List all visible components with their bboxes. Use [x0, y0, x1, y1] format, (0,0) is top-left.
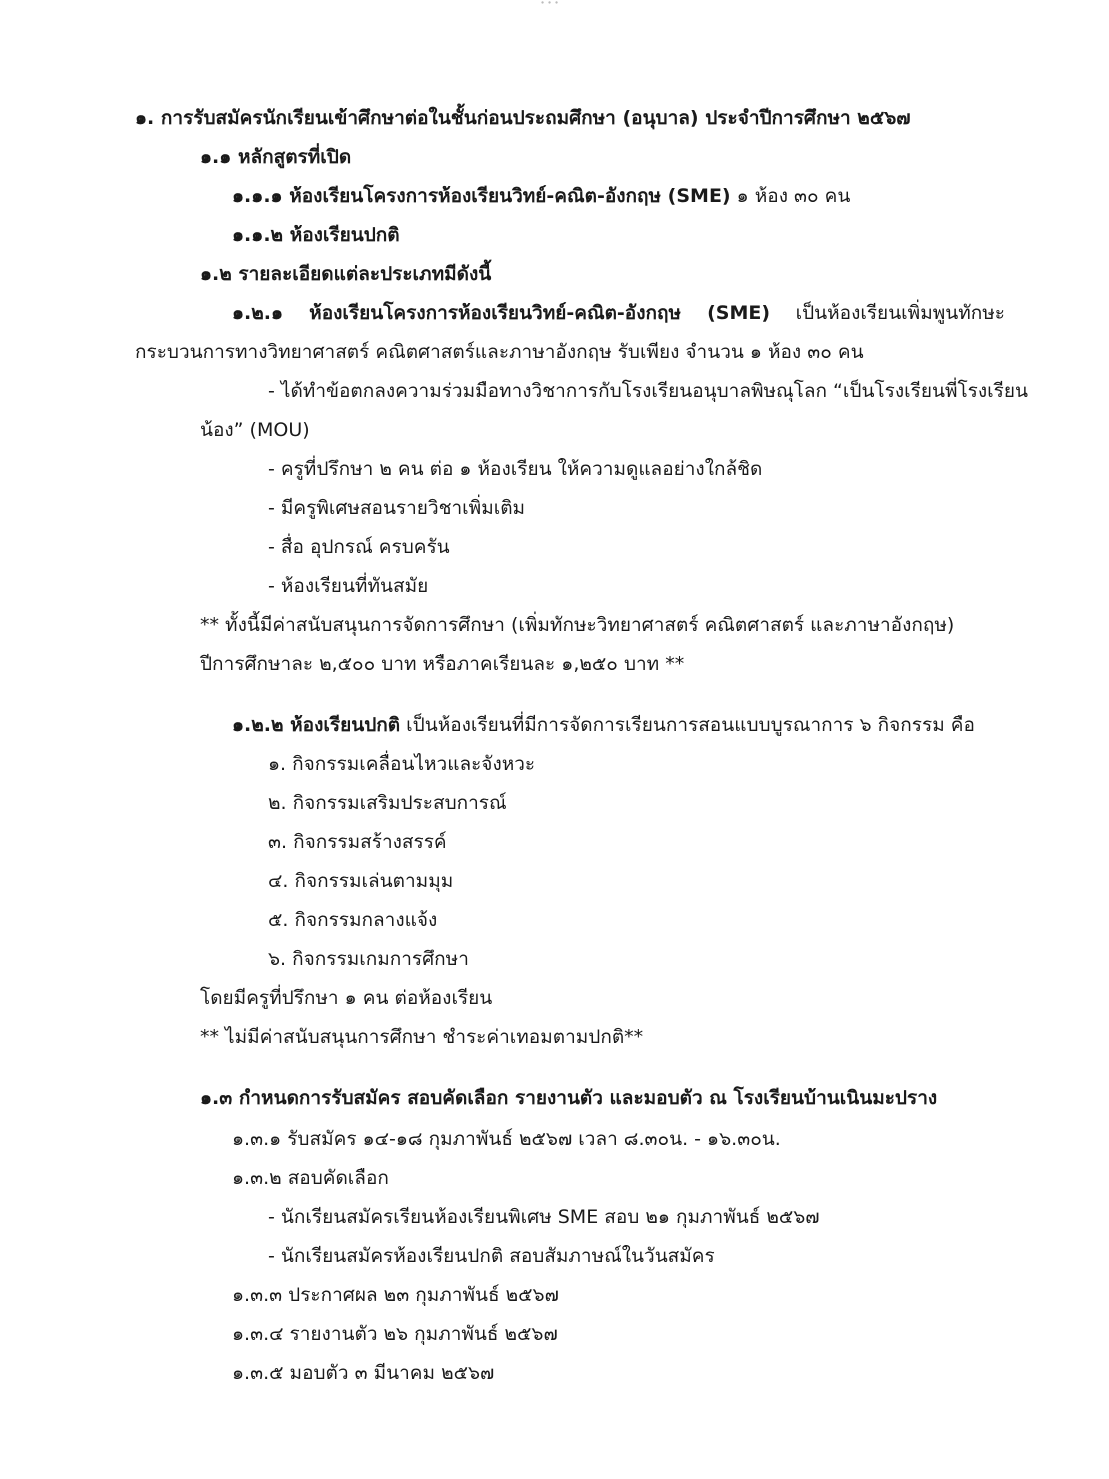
- activity-item: ๓. กิจกรรมสร้างสรรค์: [268, 831, 447, 853]
- activity-item: ๖. กิจกรรมเกมการศึกษา: [268, 948, 469, 970]
- section-1-2-heading: ๑.๒ รายละเอียดแต่ละประเภทมีดังนี้: [200, 263, 492, 285]
- section-1-2-1-label: ๑.๒.๑ ห้องเรียนโครงการห้องเรียนวิทย์-คณิต-อังกฤษ (SME): [232, 302, 771, 324]
- schedule-exam: ๑.๓.๒ สอบคัดเลือก: [232, 1167, 389, 1189]
- schedule-handover: ๑.๓.๕ มอบตัว ๓ มีนาคม ๒๕๖๗: [232, 1362, 495, 1384]
- sme-mou-line-1: - ได้ทำข้อตกลงความร่วมมือทางวิชาการกับโรงเรียนอนุบาลพิษณุโลก “เป็นโรงเรียนพี่โรงเรียน: [268, 380, 1028, 402]
- section-1-2-1-desc-cont: กระบวนการทางวิทยาศาสตร์ คณิตศาสตร์และภาษาอังกฤษ รับเพียง จำนวน ๑ ห้อง ๓๐ คน: [135, 341, 864, 363]
- activity-item: ๒. กิจกรรมเสริมประสบการณ์: [268, 792, 507, 814]
- section-1-2-1-title: [232, 299, 1005, 327]
- schedule-report: ๑.๓.๔ รายงานตัว ๒๖ กุมภาพันธ์ ๒๕๖๗: [232, 1323, 558, 1345]
- schedule-exam-item: - นักเรียนสมัครห้องเรียนปกติ สอบสัมภาษณ์ในวันสมัคร: [268, 1245, 715, 1267]
- sme-bullet: - ครูที่ปรึกษา ๒ คน ต่อ ๑ ห้องเรียน ให้ความดูแลอย่างใกล้ชิด: [268, 458, 763, 480]
- normal-advisor-note: โดยมีครูที่ปรึกษา ๑ คน ต่อห้องเรียน: [200, 987, 493, 1009]
- section-1-2-2-desc: เป็นห้องเรียนที่มีการจัดการเรียนการสอนแบบบูรณาการ ๖ กิจกรรม คือ: [400, 714, 975, 736]
- section-1-2-2-title: [232, 711, 975, 739]
- page-top-mark: ∙∙∙: [540, 0, 562, 7]
- normal-fee-note: ** ไม่มีค่าสนับสนุนการศึกษา ชำระค่าเทอมตามปกติ**: [200, 1026, 644, 1048]
- activity-item: ๑. กิจกรรมเคลื่อนไหวและจังหวะ: [268, 753, 536, 775]
- sme-fee-line-2: ปีการศึกษาละ ๒,๕๐๐ บาท หรือภาคเรียนละ ๑,๒๕๐ บาท **: [200, 653, 685, 675]
- section-1-title: ๑. การรับสมัครนักเรียนเข้าศึกษาต่อในชั้นก่อนประถมศึกษา (อนุบาล) ประจำปีการศึกษา ๒๕๖๗: [135, 107, 911, 129]
- schedule-exam-item: - นักเรียนสมัครเรียนห้องเรียนพิเศษ SME สอบ ๒๑ กุมภาพันธ์ ๒๕๖๗: [268, 1206, 820, 1228]
- section-1-1-heading: ๑.๑ หลักสูตรที่เปิด: [200, 146, 352, 168]
- schedule-apply: ๑.๓.๑ รับสมัคร ๑๔-๑๘ กุมภาพันธ์ ๒๕๖๗ เวลา ๘.๓๐น. - ๑๖.๓๐น.: [232, 1128, 781, 1150]
- sme-bullet: - สื่อ อุปกรณ์ ครบครัน: [268, 536, 450, 558]
- section-1-1-1-detail: ๑ ห้อง ๓๐ คน: [730, 185, 851, 207]
- section-1-1-2-item: ๑.๑.๒ ห้องเรียนปกติ: [232, 224, 400, 246]
- sme-mou-line-2: น้อง” (MOU): [200, 419, 310, 441]
- sme-fee-line-1: ** ทั้งนี้มีค่าสนับสนุนการจัดการศึกษา (เพิ่มทักษะวิทยาศาสตร์ คณิตศาสตร์ และภาษาอังกฤษ): [200, 614, 955, 636]
- section-1-2-1-desc: เป็นห้องเรียนเพิ่มพูนทักษะ: [770, 302, 1005, 324]
- section-1-3-heading: ๑.๓ กำหนดการรับสมัคร สอบคัดเลือก รายงานตัว และมอบตัว ณ โรงเรียนบ้านเนินมะปราง: [200, 1087, 938, 1109]
- activity-item: ๕. กิจกรรมกลางแจ้ง: [268, 909, 438, 931]
- section-1-2-2-label: ๑.๒.๒ ห้องเรียนปกติ: [232, 714, 401, 736]
- activity-item: ๔. กิจกรรมเล่นตามมุม: [268, 870, 454, 892]
- sme-bullet: - มีครูพิเศษสอนรายวิชาเพิ่มเติม: [268, 497, 526, 519]
- schedule-announce: ๑.๓.๓ ประกาศผล ๒๓ กุมภาพันธ์ ๒๕๖๗: [232, 1284, 559, 1306]
- sme-bullet: - ห้องเรียนที่ทันสมัย: [268, 575, 429, 597]
- section-1-1-1-label: ๑.๑.๑ ห้องเรียนโครงการห้องเรียนวิทย์-คณิต-อังกฤษ (SME): [232, 185, 731, 207]
- section-1-1-1-item: [232, 182, 850, 210]
